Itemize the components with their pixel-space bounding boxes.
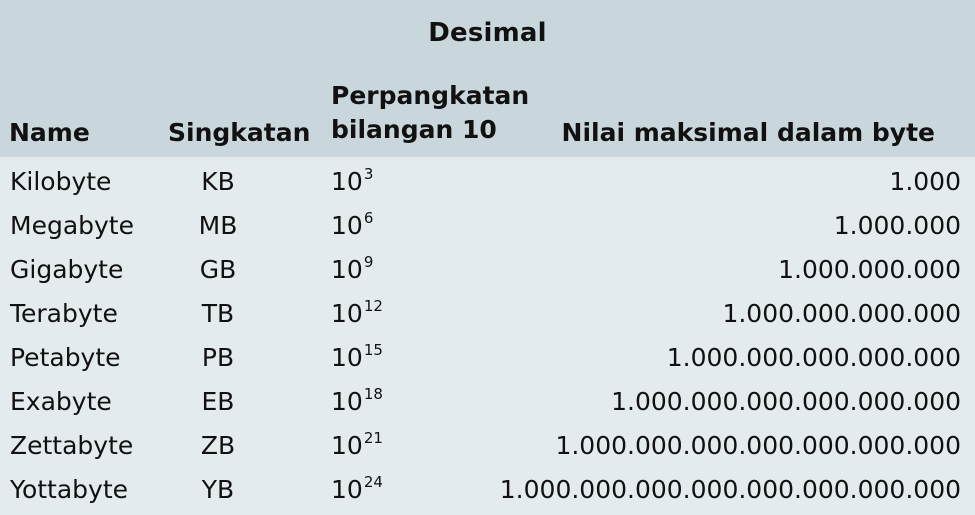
column-header-power-line2: bilangan 10 bbox=[331, 115, 497, 144]
table-title: Desimal bbox=[428, 18, 547, 48]
table-row bbox=[0, 336, 975, 380]
cell-name: Zettabyte bbox=[10, 431, 134, 460]
power-exponent: 6 bbox=[363, 209, 374, 227]
power-base: 10 bbox=[331, 343, 363, 372]
column-header-abbreviation: Singkatan bbox=[168, 118, 311, 147]
cell-power bbox=[331, 248, 373, 295]
cell-name: Yottabyte bbox=[10, 475, 129, 504]
cell-abbreviation: GB bbox=[199, 255, 237, 284]
cell-abbreviation: MB bbox=[198, 211, 238, 240]
cell-max-bytes: 1.000.000 bbox=[833, 211, 961, 240]
power-exponent: 12 bbox=[363, 297, 383, 315]
cell-max-bytes: 1.000.000.000.000.000.000.000 bbox=[555, 431, 961, 460]
cell-max-bytes: 1.000.000.000.000.000.000.000.000 bbox=[499, 475, 961, 504]
cell-abbreviation: PB bbox=[201, 343, 235, 372]
power-exponent: 21 bbox=[363, 429, 383, 447]
cell-power bbox=[331, 468, 383, 515]
cell-power bbox=[331, 160, 373, 207]
power-base: 10 bbox=[331, 211, 363, 240]
cell-abbreviation: ZB bbox=[200, 431, 236, 460]
table-row bbox=[0, 160, 975, 204]
table-row bbox=[0, 248, 975, 292]
cell-abbreviation: TB bbox=[201, 299, 235, 328]
column-header-power bbox=[331, 79, 529, 147]
power-exponent: 9 bbox=[363, 253, 374, 271]
power-base: 10 bbox=[331, 255, 363, 284]
cell-max-bytes: 1.000.000.000.000.000 bbox=[666, 343, 961, 372]
cell-name: Terabyte bbox=[10, 299, 118, 328]
table-row bbox=[0, 204, 975, 248]
table-row bbox=[0, 292, 975, 336]
cell-abbreviation: EB bbox=[201, 387, 235, 416]
cell-max-bytes: 1.000.000.000 bbox=[778, 255, 961, 284]
cell-name: Exabyte bbox=[10, 387, 112, 416]
column-header-max-bytes: Nilai maksimal dalam byte bbox=[561, 118, 935, 147]
table-header bbox=[0, 0, 975, 157]
cell-name: Kilobyte bbox=[10, 167, 112, 196]
table-body bbox=[0, 160, 975, 512]
power-base: 10 bbox=[331, 167, 363, 196]
cell-name: Petabyte bbox=[10, 343, 121, 372]
power-base: 10 bbox=[331, 475, 363, 504]
cell-max-bytes: 1.000.000.000.000.000.000 bbox=[611, 387, 961, 416]
power-base: 10 bbox=[331, 299, 363, 328]
cell-power bbox=[331, 336, 383, 383]
power-exponent: 24 bbox=[363, 473, 383, 491]
cell-name: Megabyte bbox=[10, 211, 134, 240]
cell-abbreviation: YB bbox=[201, 475, 235, 504]
table-row bbox=[0, 468, 975, 512]
power-exponent: 3 bbox=[363, 165, 374, 183]
cell-power bbox=[331, 424, 383, 471]
cell-name: Gigabyte bbox=[10, 255, 124, 284]
power-exponent: 15 bbox=[363, 341, 383, 359]
column-header-name: Name bbox=[9, 118, 90, 147]
power-exponent: 18 bbox=[363, 385, 383, 403]
cell-abbreviation: KB bbox=[201, 167, 235, 196]
cell-max-bytes: 1.000 bbox=[889, 167, 961, 196]
cell-max-bytes: 1.000.000.000.000 bbox=[722, 299, 961, 328]
cell-power bbox=[331, 204, 373, 251]
power-base: 10 bbox=[331, 431, 363, 460]
cell-power bbox=[331, 292, 383, 339]
table-row bbox=[0, 380, 975, 424]
power-base: 10 bbox=[331, 387, 363, 416]
table-row bbox=[0, 424, 975, 468]
column-header-power-line1: Perpangkatan bbox=[331, 81, 530, 110]
cell-power bbox=[331, 380, 383, 427]
